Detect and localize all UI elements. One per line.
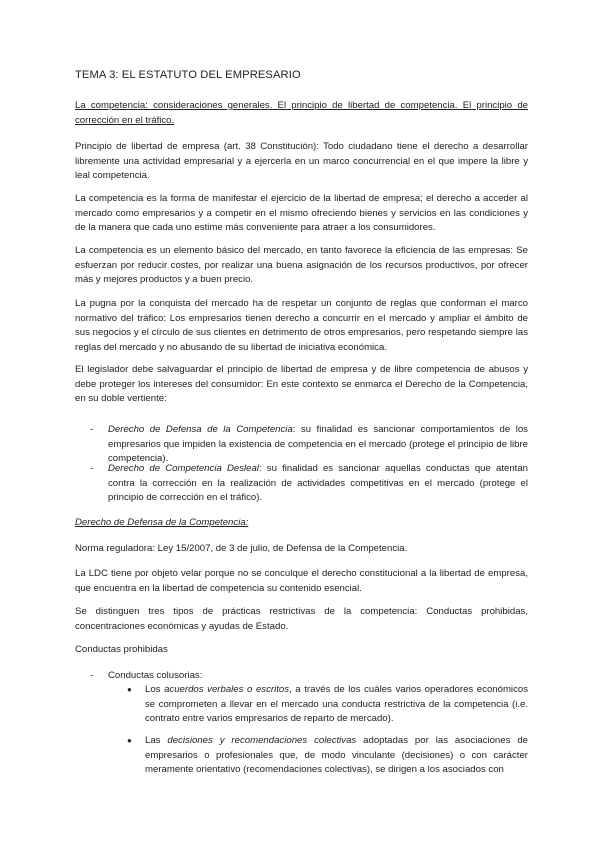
- bullet-body: [145, 683, 528, 727]
- term-defensa-competencia: Derecho de Defensa de la Competencia: [108, 424, 293, 435]
- list-item-body: [108, 462, 528, 506]
- paragraph-libertad-empresa: Principio de libertad de empresa (art. 38 Constitución): Todo ciudadano tiene el derecho a desarrollar libremente una actividad empresarial y a ejercerla en un marco concurrencial en el que impere la libre y leal competencia.: [75, 141, 528, 182]
- paragraph-tres-tipos: Se distinguen tres tipos de prácticas restrictivas de la competencia: Conductas prohibidas, concentraciones económicas y ayudas de Estado.: [75, 606, 528, 632]
- paragraph-legislador: El legislador debe salvaguardar el principio de libertad de empresa y de libre competencia de abusos y debe proteger los intereses del consumidor: En este contexto se enmarca el Derecho de la Competencia, en su doble vertiente:: [75, 364, 528, 405]
- section-heading-defensa: Derecho de Defensa de la Competencia:: [75, 517, 249, 528]
- bullet-icon: ●: [127, 736, 132, 745]
- paragraph-ldc-objeto: La LDC tiene por objeto velar porque no se conculque el derecho constitucional a la libertad de empresa, que encuentra en la libertad de competencia su contenido esencial.: [75, 568, 528, 594]
- bullet-icon: ●: [127, 685, 132, 694]
- bullet-body: [145, 734, 528, 778]
- list-item-text: : su finalidad es sancionar aquellas conductas que atentan contra la corrección en la realización de actividades competitivas en el mercado (protege el principio de corrección en el tráfico).: [108, 463, 529, 504]
- paragraph-forma-competencia: La competencia es la forma de manifestar el ejercicio de la libertad de empresa; el derecho a acceder al mercado como empresarios y a competir en el mismo ofreciendo bienes y servicios en las condiciones y de la manera que cada uno estime más conveniente para atraer a los consumidores.: [75, 193, 528, 234]
- subheading-conductas-prohibidas: Conductas prohibidas: [75, 644, 168, 655]
- bullet-text: adoptadas por las asociaciones de empresarios o profesionales que, de modo vinculante (decisiones) o con carácter meramente orientativo (recomendaciones colectivas), se dirigen a los asociados con: [145, 735, 529, 776]
- paragraph-pugna-mercado: La pugna por la conquista del mercado ha de respetar un conjunto de reglas que conforman el marco normativo del tráfico: Los empresarios tienen derecho a concurrir en el mercado y ampliar el ámbito de sus negocios y el círculo de sus clientes en detrimento de otros empresarios, pero respetando siempre las reglas del mercado y no abusando de su libertad de iniciativa económica.: [75, 298, 528, 353]
- list-item-text: Conductas colusorias:: [108, 670, 203, 681]
- section-heading-competencia: La competencia: consideraciones generales. El principio de libertad de competencia. El principio de corrección en el tráfico.: [75, 100, 528, 126]
- dash-marker: -: [90, 463, 94, 474]
- list-item-body: [108, 423, 528, 467]
- page-title: TEMA 3: EL ESTATUTO DEL EMPRESARIO: [75, 69, 301, 81]
- dash-marker: -: [90, 424, 94, 435]
- term-decisiones: decisiones y recomendaciones colectivas: [167, 735, 357, 746]
- dash-marker: -: [90, 670, 94, 681]
- list-item-text: : su finalidad es sancionar comportamientos de los empresarios que impiden la existencia de competencia en el mercado (protege el principio de libre competencia).: [108, 424, 528, 465]
- bullet-pre: Los: [145, 684, 165, 695]
- bullet-pre: Las: [145, 735, 168, 746]
- term-acuerdos: acuerdos verbales o escritos: [164, 684, 290, 695]
- paragraph-elemento-basico: La competencia es un elemento básico del mercado, en tanto favorece la eficiencia de las empresas: Se esfuerzan por reducir costes, por realizar una buena asignación de los recursos productivos, por ofrecer más y mejores productos y a buen precio.: [75, 245, 528, 286]
- paragraph-norma-reguladora: Norma reguladora: Ley 15/2007, de 3 de julio, de Defensa de la Competencia.: [75, 543, 408, 554]
- bullet-text: , a través de los cuáles varios operadores económicos se comprometen a llevar en el mercado una conducta restrictiva de la competencia (i.e. contrato entre varios empresarios de reparto de mercado).: [145, 684, 528, 725]
- term-competencia-desleal: Derecho de Competencia Desleal: [108, 463, 259, 474]
